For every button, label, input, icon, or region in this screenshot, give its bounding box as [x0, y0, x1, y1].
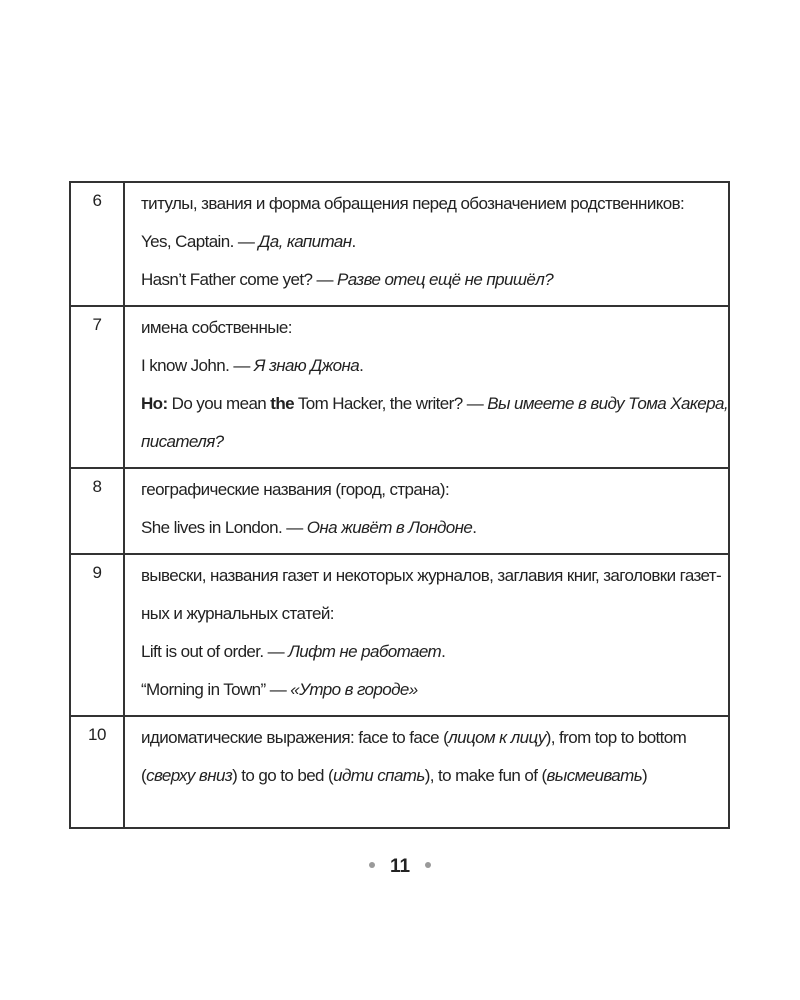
emphasis-text: Но: — [141, 394, 168, 413]
page-footer — [0, 856, 800, 878]
body-text: She lives in London. — — [141, 518, 307, 537]
row-content — [124, 182, 729, 306]
body-text: Tom Hacker, the writer? — — [294, 394, 488, 413]
body-text: Yes, Captain. — — [141, 232, 259, 251]
text-line — [141, 719, 712, 757]
row-content — [124, 716, 729, 828]
table-row — [70, 468, 729, 554]
body-text: . — [472, 518, 477, 537]
body-text: . — [359, 356, 364, 375]
body-text: ( — [141, 766, 147, 785]
translation-text: Лифт не работает — [288, 642, 442, 661]
translation-text: идти спать — [333, 766, 425, 785]
grammar-rules-table — [69, 181, 730, 829]
table-row — [70, 182, 729, 306]
table-body — [70, 182, 729, 828]
translation-text: Вы имеете в виду Тома Хакера, — [487, 394, 728, 413]
text-line — [141, 223, 712, 261]
body-text: . — [351, 232, 356, 251]
body-text: ных и журнальных статей: — [141, 604, 334, 623]
translation-text: Я знаю Джона — [253, 356, 360, 375]
text-line — [141, 595, 712, 633]
translation-text: сверху вниз — [146, 766, 233, 785]
row-number: 7 — [70, 306, 124, 468]
bullet-dot-icon — [369, 862, 375, 868]
body-text: Lift is out of order. — — [141, 642, 289, 661]
table-row — [70, 554, 729, 716]
translation-text: высмеивать — [546, 766, 643, 785]
body-text: вывески, названия газет и некоторых журналов, заглавия книг, заголовки газет- — [141, 566, 722, 585]
translation-text: Она живёт в Лондоне — [306, 518, 473, 537]
row-content — [124, 306, 729, 468]
translation-text: Да, капитан — [258, 232, 352, 251]
translation-text: «Утро в городе» — [290, 680, 418, 699]
table-row — [70, 716, 729, 828]
body-text: I know John. — — [141, 356, 254, 375]
body-text: ) to go to bed ( — [232, 766, 334, 785]
body-text: Hasn’t Father come yet? — — [141, 270, 338, 289]
text-line — [141, 309, 712, 347]
body-text: Do you mean — [167, 394, 271, 413]
body-text: ), from top to bottom — [545, 728, 687, 747]
text-line — [141, 633, 712, 671]
text-line — [141, 471, 712, 509]
emphasis-text: the — [270, 394, 294, 413]
body-text: имена собственные: — [141, 318, 292, 337]
text-line — [141, 757, 712, 795]
text-line — [141, 261, 712, 299]
row-content — [124, 554, 729, 716]
body-text: . — [441, 642, 446, 661]
row-number: 8 — [70, 468, 124, 554]
translation-text: Разве отец ещё не пришёл? — [337, 270, 554, 289]
text-line — [141, 557, 722, 595]
row-number: 10 — [70, 716, 124, 828]
row-number: 9 — [70, 554, 124, 716]
text-line — [141, 185, 712, 223]
body-text: титулы, звания и форма обращения перед обозначением родственников: — [141, 194, 685, 213]
body-text: “Morning in Town” — — [141, 680, 291, 699]
bullet-dot-icon — [425, 862, 431, 868]
text-line — [141, 385, 728, 423]
body-text: географические названия (город, страна): — [141, 480, 450, 499]
text-line — [141, 671, 712, 709]
row-number: 6 — [70, 182, 124, 306]
text-line — [141, 347, 712, 385]
table-row — [70, 306, 729, 468]
text-line — [141, 509, 712, 547]
row-content — [124, 468, 729, 554]
body-text: ), to make fun of ( — [424, 766, 547, 785]
body-text: ) — [642, 766, 648, 785]
translation-text: писателя? — [141, 432, 224, 451]
translation-text: лицом к лицу — [448, 728, 546, 747]
text-line — [141, 423, 712, 461]
body-text: идиоматические выражения: face to face ( — [141, 728, 449, 747]
page-number: 11 — [389, 856, 411, 877]
